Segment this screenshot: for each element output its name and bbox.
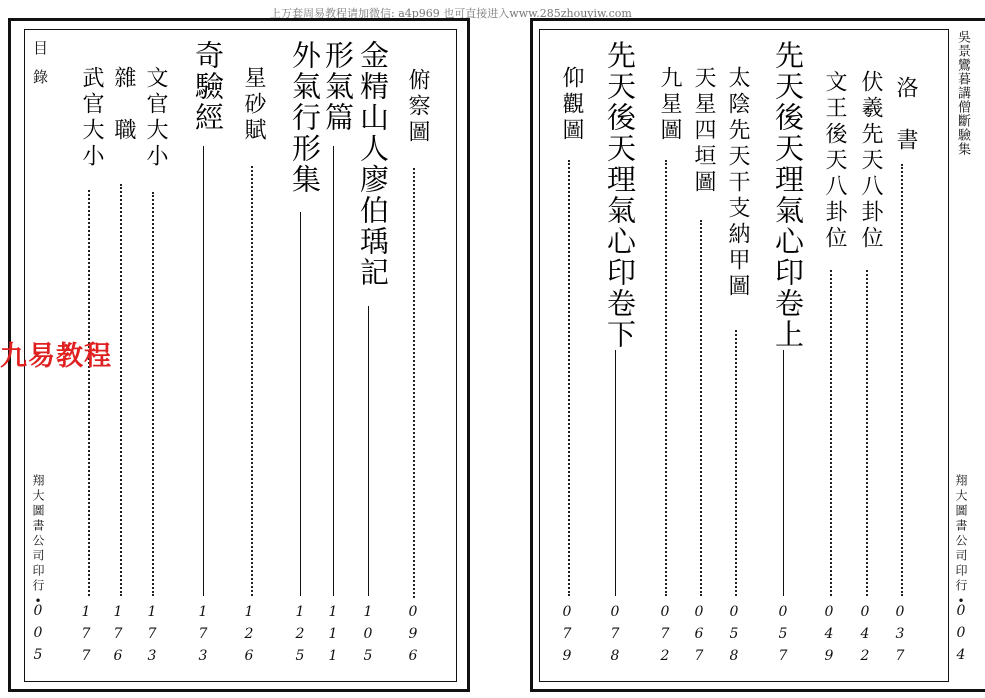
toc-leader-dots [830, 270, 832, 596]
toc-entry-page: 078 [607, 604, 623, 670]
toc-entry-page: 177 [78, 604, 94, 670]
toc-entry-title: 文官大小 [143, 66, 168, 170]
toc-entry-page: 105 [360, 604, 376, 670]
toc-entry-page: 072 [657, 604, 673, 670]
toc-entry-page: 111 [325, 604, 341, 670]
toc-leader-dots [88, 190, 90, 596]
right-publisher: 翔大圖書公司印行• [954, 474, 968, 611]
toc-entry-page: 058 [726, 604, 742, 670]
toc-entry-page: 176 [110, 604, 126, 670]
toc-entry-page: 067 [691, 604, 707, 670]
toc-entry-title: 形氣篇 [321, 40, 355, 133]
toc-entry-page: 173 [144, 604, 160, 670]
toc-leader-dots [735, 330, 737, 596]
toc-leader-rule [300, 212, 301, 596]
right-side-title: 吳景鸞暮講僧斷驗集 [955, 30, 970, 156]
toc-entry-title: 金精山人廖伯瑀記 [356, 40, 390, 288]
toc-leader-rule [368, 306, 369, 596]
toc-entry-title: 先天後天理氣心印卷上 [771, 40, 805, 350]
toc-entry-title: 九星圖 [657, 66, 682, 144]
watermark-stamp: 九易教程 [0, 341, 112, 372]
toc-entry-page: 057 [775, 604, 791, 670]
toc-entry-title: 奇驗經 [191, 40, 225, 133]
toc-leader-rule [333, 146, 334, 596]
toc-leader-rule [203, 146, 204, 596]
toc-leader-dots [568, 160, 570, 596]
toc-entry-page: 042 [857, 604, 873, 670]
toc-entry-title: 外氣行形集 [288, 40, 322, 195]
right-page-number: 004 [953, 603, 969, 669]
toc-entry-title: 文王後天八卦位 [822, 70, 847, 252]
toc-entry-title: 天星四垣圖 [691, 66, 716, 196]
left-publisher: 翔大圖書公司印行• [31, 474, 45, 611]
toc-leader-dots [665, 160, 667, 596]
toc-entry-page: 079 [559, 604, 575, 670]
toc-leader-dots [901, 164, 903, 596]
toc-leader-dots [120, 184, 122, 596]
toc-entry-page: 049 [821, 604, 837, 670]
toc-leader-dots [152, 192, 154, 596]
toc-entry-title: 伏羲先天八卦位 [858, 70, 883, 252]
toc-entry-title: 星砂賦 [241, 66, 266, 144]
toc-entry-title: 先天後天理氣心印卷下 [603, 40, 637, 350]
toc-entry-title: 俯察圖 [405, 68, 430, 146]
toc-leader-dots [866, 270, 868, 596]
left-page-number: 005 [30, 603, 46, 669]
toc-entry-title: 武官大小 [79, 66, 104, 170]
left-side-title: 目錄 [31, 40, 49, 98]
toc-entry-title: 仰觀圖 [559, 66, 584, 144]
toc-entry-title: 太陰先天干支納甲圖 [725, 66, 750, 300]
toc-entry-page: 173 [195, 604, 211, 670]
toc-leader-dots [700, 220, 702, 596]
toc-entry-page: 096 [405, 604, 421, 670]
toc-entry-page: 037 [892, 604, 908, 670]
toc-entry-title: 洛 書 [893, 76, 918, 154]
toc-leader-dots [413, 168, 415, 598]
toc-leader-dots [251, 166, 253, 596]
toc-leader-rule [615, 350, 616, 596]
toc-entry-page: 125 [292, 604, 308, 670]
toc-leader-rule [783, 350, 784, 596]
toc-entry-title: 雜 職 [111, 66, 136, 144]
toc-entry-page: 126 [241, 604, 257, 670]
watermark-text: 上万套周易教程请加微信: a4p969 也可直接进入www.285zhouyiw.com [270, 7, 632, 20]
